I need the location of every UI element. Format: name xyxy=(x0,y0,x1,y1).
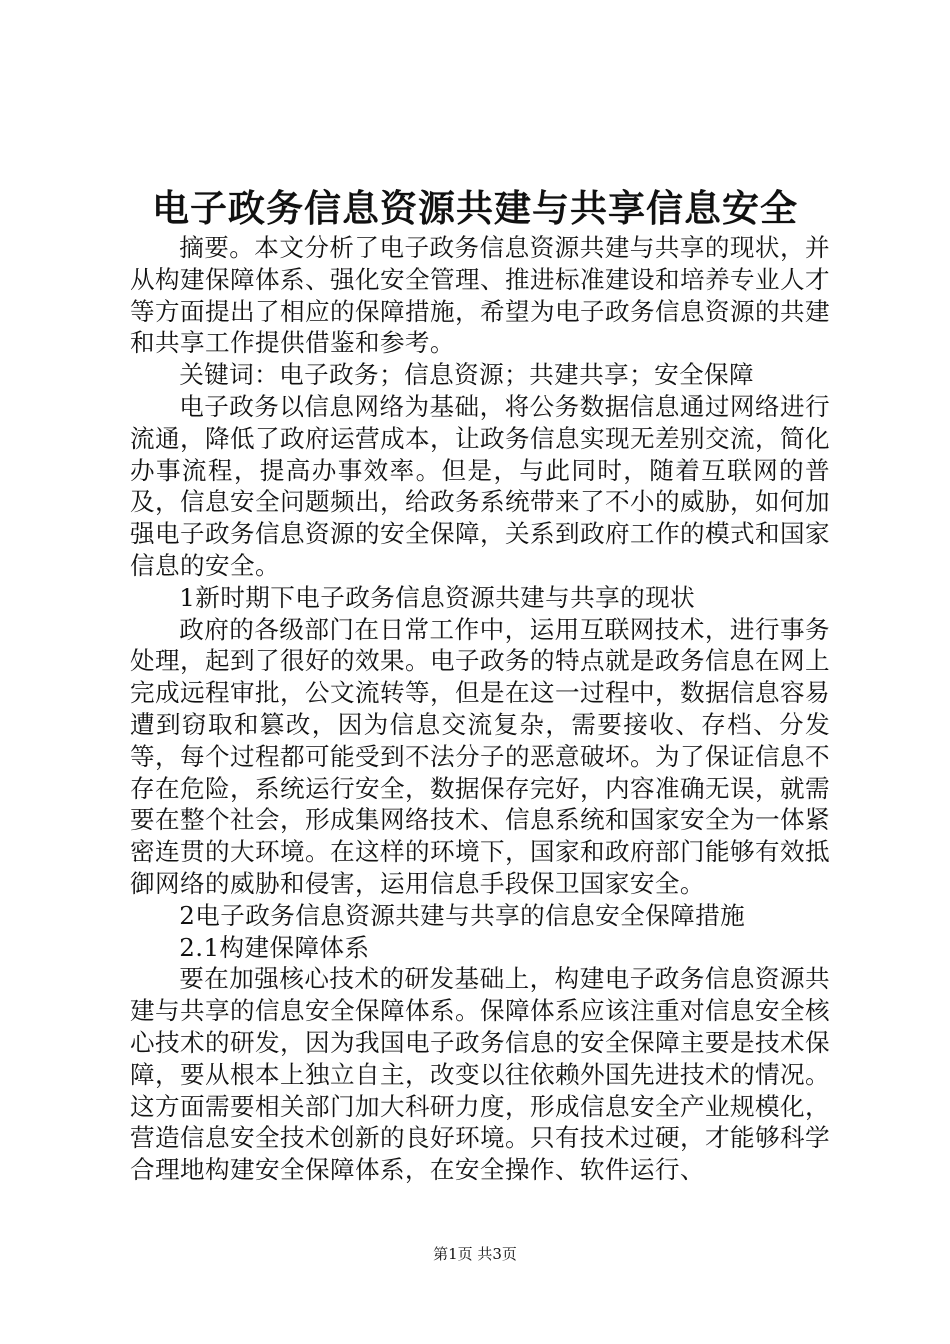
document-title: 电子政务信息资源共建与共享信息安全 xyxy=(152,187,798,230)
page-footer: 第1页 共3页 xyxy=(433,1245,517,1263)
document-body xyxy=(130,232,830,1186)
keywords-paragraph: 关键词：电子政务；信息资源；共建共享；安全保障 xyxy=(179,360,755,390)
section-2-1-paragraph: 要在加强核心技术的研发基础上，构建电子政务信息资源共建与共享的信息安全保障体系。保障体系应该注重对信息安全核心技术的研发，因为我国电子政务信息的安全保障主要是技术保障，要从根本上独立自主，改变以往依赖外国先进技术的情况。这方面需要相关部门加大科研力度，形成信息安全产业规模化，营造信息安全技术创新的良好环境。只有技术过硬，才能够科学合理地构建安全保障体系，在安全操作、软件运行、 xyxy=(130,964,830,1185)
section-1-heading: 1新时期下电子政务信息资源共建与共享的现状 xyxy=(179,582,696,612)
section-2-1-heading: 2.1构建保障体系 xyxy=(179,932,370,962)
section-2-heading: 2电子政务信息资源共建与共享的信息安全保障措施 xyxy=(179,900,746,930)
abstract-paragraph: 摘要。本文分析了电子政务信息资源共建与共享的现状，并从构建保障体系、强化安全管理、推进标准建设和培养专业人才等方面提出了相应的保障措施，希望为电子政务信息资源的共建和共享工作提供借鉴和参考。 xyxy=(130,233,830,358)
section-1-paragraph: 政府的各级部门在日常工作中，运用互联网技术，进行事务处理，起到了很好的效果。电子政务的特点就是政务信息在网上完成远程审批，公文流转等，但是在这一过程中，数据信息容易遭到窃取和篡改，因为信息交流复杂，需要接收、存档、分发等，每个过程都可能受到不法分子的恶意破坏。为了保证信息不存在危险，系统运行安全，数据保存完好，内容准确无误，就需要在整个社会，形成集网络技术、信息系统和国家安全为一体紧密连贯的大环境。在这样的环境下，国家和政府部门能够有效抵御网络的威胁和侵害，运用信息手段保卫国家安全。 xyxy=(130,614,830,898)
intro-paragraph: 电子政务以信息网络为基础，将公务数据信息通过网络进行流通，降低了政府运营成本，让政务信息实现无差别交流，简化办事流程，提高办事效率。但是，与此同时，随着互联网的普及，信息安全问题频出，给政务系统带来了不小的威胁，如何加强电子政务信息资源的安全保障，关系到政府工作的模式和国家信息的安全。 xyxy=(130,391,830,580)
